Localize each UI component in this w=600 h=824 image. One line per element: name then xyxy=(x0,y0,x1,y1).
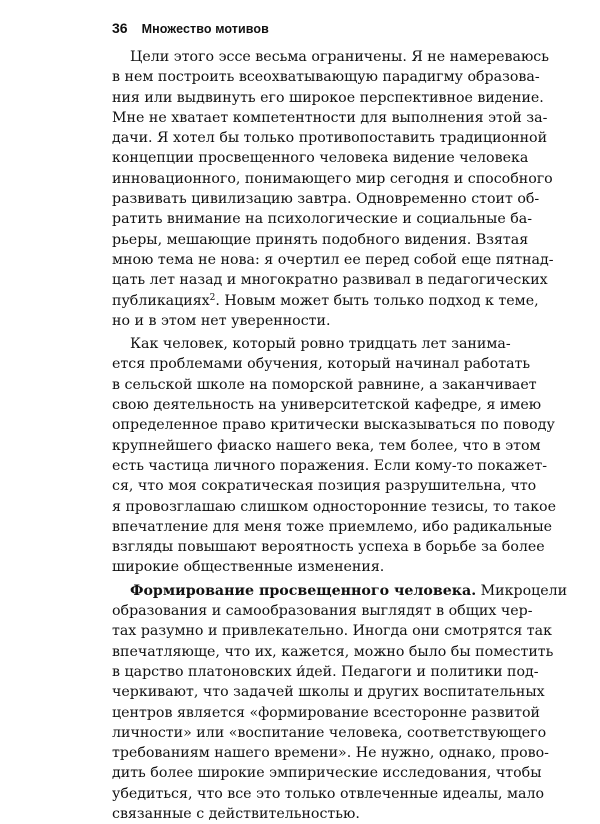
text-line: дачи. Я хотел бы только противопоставить традиционной xyxy=(112,130,548,147)
text-line-with-footnote xyxy=(112,291,539,311)
text-line: ся, что моя сократическая позиция разрушительна, что xyxy=(112,478,537,495)
running-head: Множество мотивов xyxy=(141,22,269,36)
text-line: в царство платоновских и́дей. Педагоги и политики под- xyxy=(112,663,539,680)
text-line: цать лет назад и многократно развивал в педагогических xyxy=(112,272,548,289)
text-line: концепции просвещенного человека видение человека xyxy=(112,150,529,167)
text-line: свою деятельность на университетской кафедре, я имею xyxy=(112,397,542,414)
text-line: рьеры, мешающие принять подобного видения. Взятая xyxy=(112,231,529,248)
text-line: инновационного, понимающего мир сегодня и способного xyxy=(112,170,553,187)
text-line: тах разумно и привлекательно. Иногда они смотрятся так xyxy=(112,623,552,640)
page-header xyxy=(112,20,269,40)
text-line: требованиям нашего времени». Не нужно, однако, прово- xyxy=(112,745,549,762)
page-number: 36 xyxy=(112,20,128,36)
text-line: развивать цивилизацию завтра. Одновременно стоит об- xyxy=(112,191,540,208)
text-line: ния или выдвинуть его широкое перспективное видение. xyxy=(112,89,544,106)
text-line-with-heading xyxy=(112,581,568,601)
text-line: широкие общественные изменения. xyxy=(112,559,385,576)
text-line: ется проблемами обучения, который начинал работать xyxy=(112,356,531,373)
body-text xyxy=(112,47,568,824)
text-line: есть частица личного поражения. Если кому-то покажет- xyxy=(112,457,547,474)
text-line: центров является «формирование всесторонне развитой xyxy=(112,704,540,721)
text-line: я провозглашаю слишком односторонние тезисы, то такое xyxy=(112,498,556,515)
text-run: Микроцели xyxy=(476,582,568,599)
text-line: но и в этом нет уверенности. xyxy=(112,312,331,329)
text-line: в сельской школе на поморской равнине, а заканчивает xyxy=(112,376,537,393)
text-line: личности» или «воспитание человека, соответствующего xyxy=(112,724,547,741)
text-line: черкивают, что задачей школы и других воспитательных xyxy=(112,684,545,701)
text-line: впечатляюще, что их, кажется, можно было бы поместить xyxy=(112,643,554,660)
text-line: образования и самообразования выглядят в общих чер- xyxy=(112,603,533,620)
text-line: определенное право критически высказываться по поводу xyxy=(112,417,555,434)
text-line: впечатление для меня тоже приемлемо, ибо радикальные xyxy=(112,518,553,535)
section-run-in-heading: Формирование просвещенного человека. xyxy=(130,582,477,599)
text-line: взгляды повышают вероятность успеха в борьбе за более xyxy=(112,539,545,556)
text-run: . Новым может быть только подход к теме, xyxy=(215,292,539,309)
footnote-reference[interactable]: 2 xyxy=(209,292,216,303)
paragraph-1 xyxy=(112,47,554,331)
paragraph-3 xyxy=(112,581,568,824)
text-line: Цели этого эссе весьма ограничены. Я не намереваюсь xyxy=(130,49,549,65)
text-line: дить более широкие эмпирические исследования, чтобы xyxy=(112,765,542,782)
text-line: Мне не хватает компетентности для выполнения этой за- xyxy=(112,109,548,126)
text-line: в нем построить всеохватывающую парадигму образова- xyxy=(112,69,540,86)
text-line: убедиться, что все это только отвлеченные идеалы, мало xyxy=(112,785,545,802)
text-run: публикациях xyxy=(112,292,210,309)
text-line: связанные с действительностью. xyxy=(112,805,360,822)
text-line: мною тема не нова: я очертил ее перед собой еще пятнад- xyxy=(112,251,554,268)
text-line: Как человек, который ровно тридцать лет занима- xyxy=(130,336,511,353)
text-line: ратить внимание на психологические и социальные ба- xyxy=(112,211,533,228)
text-line: крупнейшего фиаско нашего века, тем более, что в этом xyxy=(112,437,541,454)
paragraph-2 xyxy=(112,334,556,578)
